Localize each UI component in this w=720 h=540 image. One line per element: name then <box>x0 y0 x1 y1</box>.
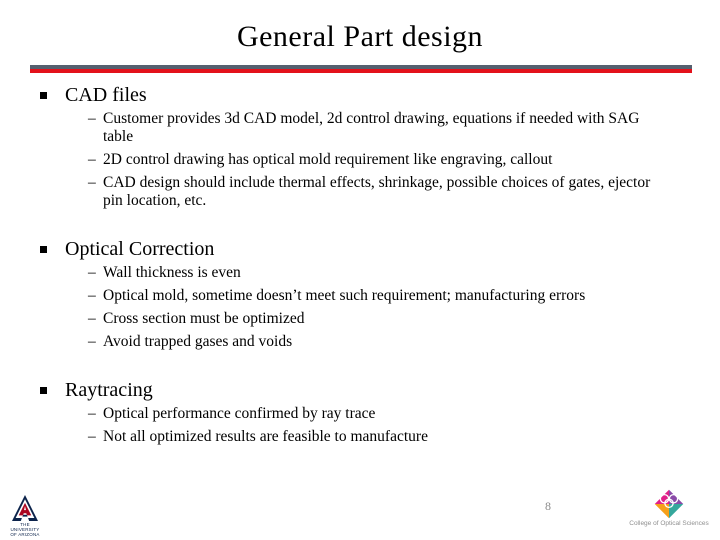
section-heading-row <box>0 377 720 403</box>
section-raytracing <box>0 377 720 446</box>
university-caption-line1: THE UNIVERSITY <box>10 522 40 532</box>
list-item <box>0 151 720 169</box>
page-title: General Part design <box>236 20 484 53</box>
list-item-text: Wall thickness is even <box>103 264 241 281</box>
square-bullet-icon <box>40 92 47 99</box>
optics-caption: College of Optical Sciences <box>629 520 709 527</box>
title-divider <box>30 65 692 73</box>
dash-bullet-icon: – <box>88 264 96 281</box>
page-number: 8 <box>545 499 551 513</box>
sub-bullet-list <box>0 110 720 210</box>
list-item <box>0 333 720 351</box>
section-heading: Optical Correction <box>65 238 215 260</box>
list-item <box>0 310 720 328</box>
block-a-icon <box>11 495 39 521</box>
sub-bullet-list <box>0 405 720 446</box>
list-item <box>0 110 720 146</box>
list-item-text: Customer provides 3d CAD model, 2d control drawing, equations if needed with SAG table <box>103 110 640 145</box>
section-heading: Raytracing <box>65 379 153 401</box>
section-heading-row <box>0 82 720 108</box>
optics-diamond-icon <box>653 489 685 519</box>
list-item-text: Cross section must be optimized <box>103 310 305 327</box>
university-caption-line2: OF ARIZONA <box>10 532 40 537</box>
square-bullet-icon <box>40 387 47 394</box>
sub-bullet-list <box>0 264 720 351</box>
list-item-text: CAD design should include thermal effects, shrinkage, possible choices of gates, ejector pin location, etc. <box>103 174 651 209</box>
dash-bullet-icon: – <box>88 405 96 422</box>
square-bullet-icon <box>40 246 47 253</box>
slide-body <box>0 82 720 446</box>
dash-bullet-icon: – <box>88 287 96 304</box>
university-caption <box>7 522 43 537</box>
dash-bullet-icon: – <box>88 310 96 327</box>
list-item-text: Not all optimized results are feasible to manufacture <box>103 428 428 445</box>
college-of-optical-sciences-logo <box>620 489 718 527</box>
list-item-text: Optical mold, sometime doesn’t meet such requirement; manufacturing errors <box>103 287 586 304</box>
list-item <box>0 287 720 305</box>
divider-red-bar <box>30 69 692 73</box>
section-heading-row <box>0 236 720 262</box>
list-item <box>0 405 720 423</box>
list-item <box>0 264 720 282</box>
dash-bullet-icon: – <box>88 174 96 191</box>
dash-bullet-icon: – <box>88 333 96 350</box>
university-of-arizona-logo <box>7 495 43 537</box>
dash-bullet-icon: – <box>88 110 96 127</box>
list-item <box>0 174 720 210</box>
section-optical-correction <box>0 236 720 351</box>
list-item-text: 2D control drawing has optical mold requirement like engraving, callout <box>103 151 553 168</box>
list-item-text: Optical performance confirmed by ray trace <box>103 405 376 422</box>
list-item <box>0 428 720 446</box>
list-item-text: Avoid trapped gases and voids <box>103 333 293 350</box>
dash-bullet-icon: – <box>88 428 96 445</box>
dash-bullet-icon: – <box>88 151 96 168</box>
section-cad-files <box>0 82 720 210</box>
section-heading: CAD files <box>65 84 147 106</box>
